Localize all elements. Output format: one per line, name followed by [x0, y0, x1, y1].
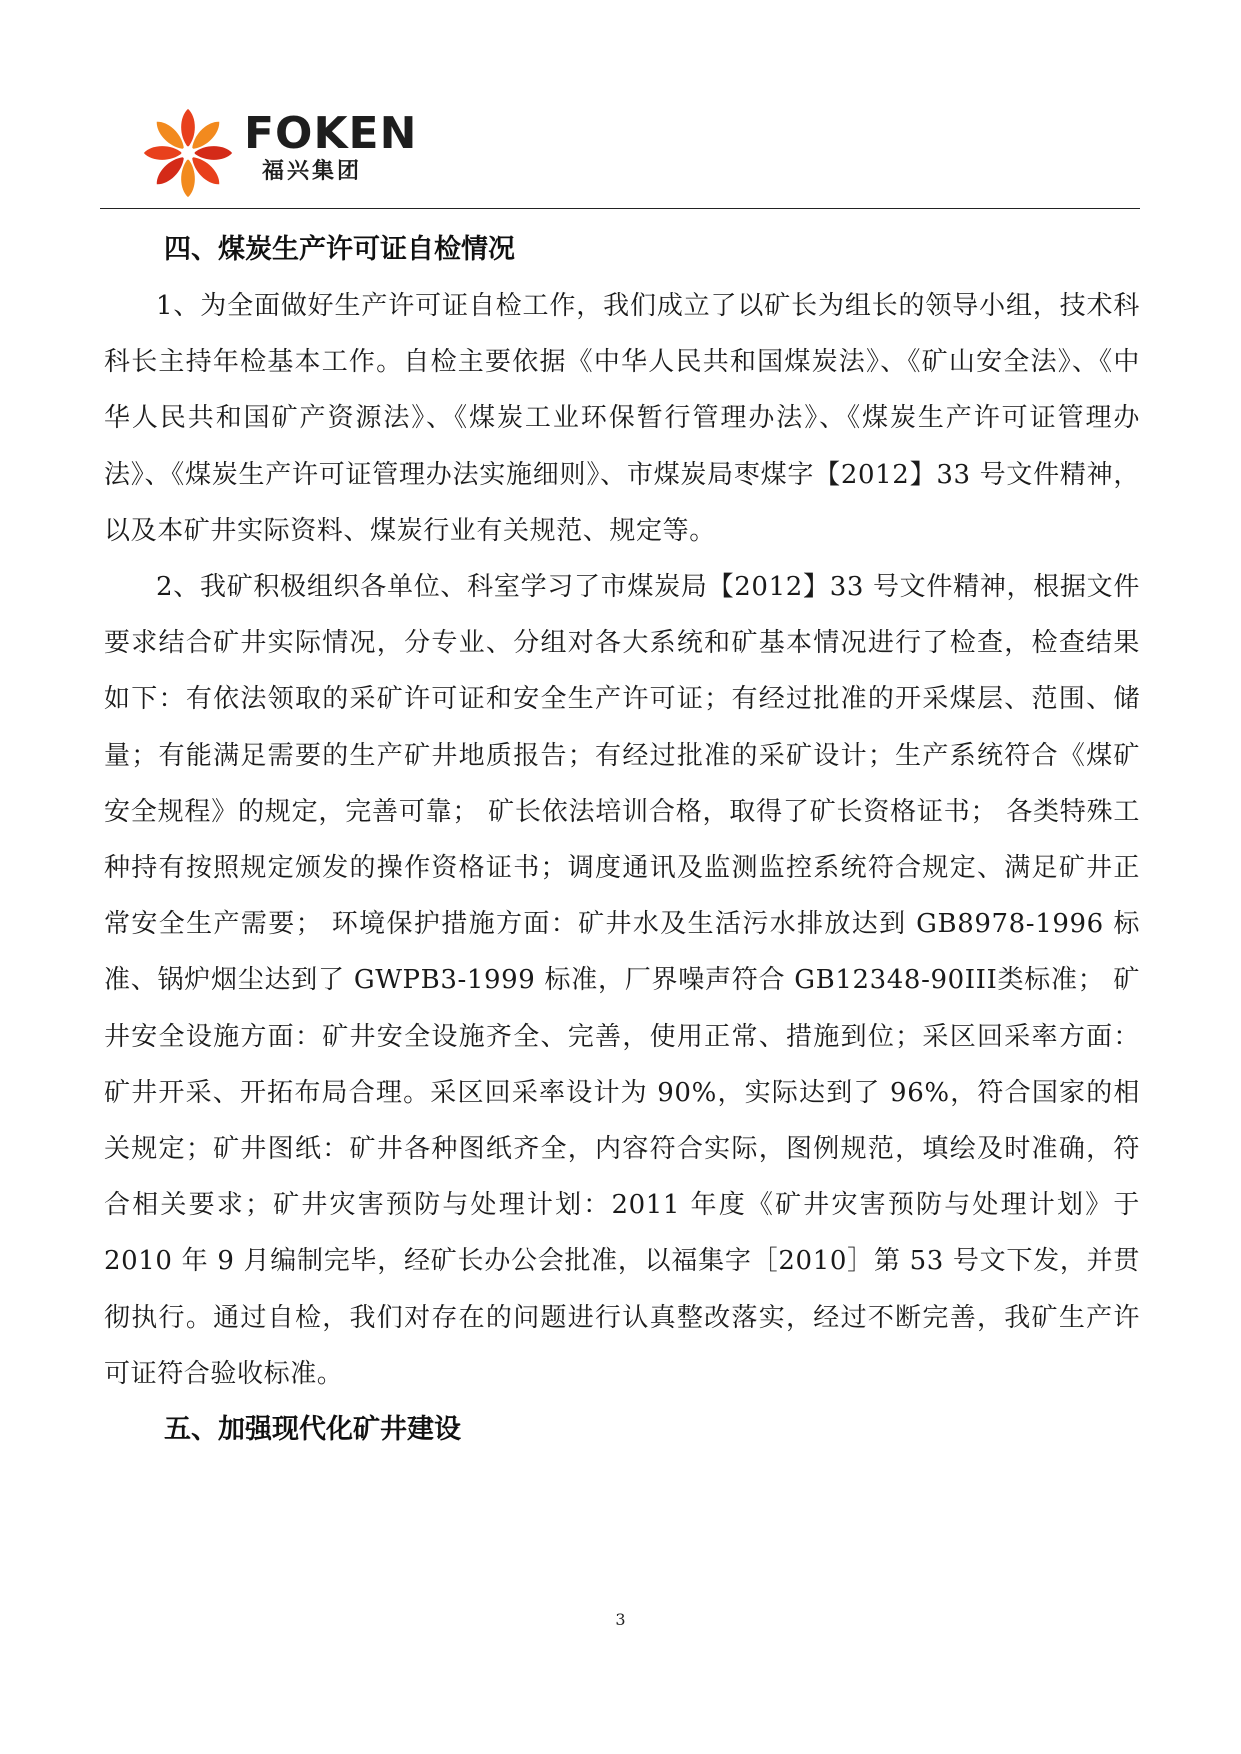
logo-wordmark: FOKEN: [244, 108, 418, 159]
section-5-heading: 五、加强现代化矿井建设: [164, 1414, 461, 1446]
logo-petal: [181, 159, 195, 197]
logo-petal: [144, 146, 182, 160]
logo-petal: [181, 109, 195, 147]
logo-petal: [194, 146, 232, 160]
header-divider: [100, 208, 1140, 209]
page-header: [0, 0, 1241, 212]
section-4-paragraph-1: 1、为全面做好生产许可证自检工作，我们成立了以矿长为组长的领导小组，技术科科长主持年检基本工作。自检主要依据《中华人民共和国煤炭法》、《矿山安全法》、《中华人民共和国矿产资源法》、《煤炭工业环保暂行管理办法》、《煤炭生产许可证管理办法》、《煤炭生产许可证管理办法实施细则》、市煤炭局枣煤字【2012】33 号文件精神，以及本矿井实际资料、煤炭行业有关规范、规定等。: [104, 291, 1140, 546]
section-4-paragraph-2: 2、我矿积极组织各单位、科室学习了市煤炭局【2012】33 号文件精神，根据文件要求结合矿井实际情况，分专业、分组对各大系统和矿基本情况进行了检查，检查结果如下：有依法领取的采矿许可证和安全生产许可证；有经过批准的开采煤层、范围、储量；有能满足需要的生产矿井地质报告；有经过批准的采矿设计；生产系统符合《煤矿安全规程》的规定，完善可靠； 矿长依法培训合格，取得了矿长资格证书； 各类特殊工种持有按照规定颁发的操作资格证书；调度通讯及监测监控系统符合规定、满足矿井正常安全生产需要； 环境保护措施方面：矿井水及生活污水排放达到 GB8978-1996 标准、锅炉烟尘达到了 GWPB3-1999 标准，厂界噪声符合 GB12348-90III类标准； 矿井安全设施方面：矿井安全设施齐全、完善，使用正常、措施到位；采区回采率方面：矿井开采、开拓布局合理。采区回采率设计为 90%，实际达到了 96%，符合国家的相关规定；矿井图纸：矿井各种图纸齐全，内容符合实际，图例规范，填绘及时准确，符合相关要求；矿井灾害预防与处理计划：2011 年度《矿井灾害预防与处理计划》于 2010 年 9 月编制完毕，经矿长办公会批准，以福集字［2010］第 53 号文下发，并贯彻执行。通过自检，我们对存在的问题进行认真整改落实，经过不断完善，我矿生产许可证符合验收标准。: [104, 572, 1140, 1389]
page-number: 3: [615, 1610, 626, 1629]
section-4-heading: 四、煤炭生产许可证自检情况: [164, 234, 515, 265]
foken-flower-logo-icon: [140, 105, 236, 201]
document-body: [104, 222, 1140, 1458]
logo-subtitle: 福兴集团: [262, 159, 363, 184]
